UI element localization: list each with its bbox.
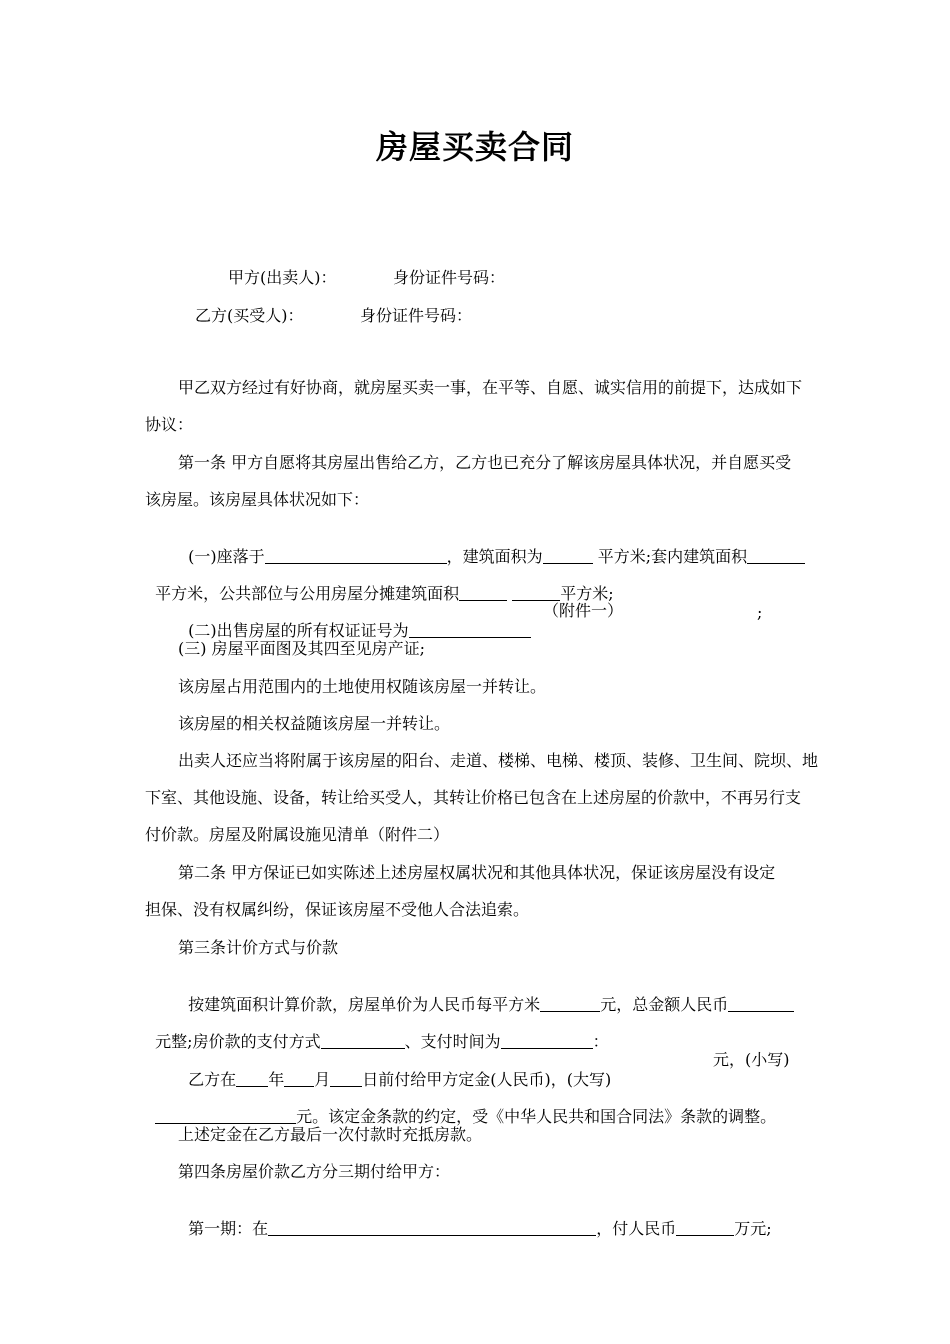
deposit-lowercase-blank (155, 1107, 296, 1124)
party-b-label: 乙方(买受人)： (195, 306, 304, 325)
location-blank (265, 547, 447, 564)
unit-price-label: 按建筑面积计算价款，房屋单价为人民币每平方米 (188, 995, 541, 1014)
intro-line-2: 协议： (145, 415, 194, 434)
deposit-day-blank (330, 1070, 362, 1087)
total-amount-blank (728, 995, 794, 1012)
deposit-offset-line: 上述定金在乙方最后一次付款时充抵房款。 (178, 1125, 483, 1144)
attachments-line-1: 出卖人还应当将附属于该房屋的阳台、走道、楼梯、电梯、楼顶、装修、卫生间、院坝、地 (178, 751, 819, 770)
installment-1-amount-blank (676, 1219, 734, 1236)
month-label: 月 (314, 1070, 331, 1089)
party-a-label: 甲方(出卖人)： (228, 268, 337, 287)
area-blank (543, 547, 593, 564)
inner-area-blank (747, 547, 805, 564)
shared-area-blank-2 (512, 584, 560, 601)
item-2-line (178, 601, 531, 641)
deposit-line-2 (145, 1087, 776, 1127)
payment-method-label: 元整;房价款的支付方式 (155, 1032, 321, 1051)
price-line-colon: ： (592, 1032, 609, 1051)
attachments-line-2: 下室、其他设施、设备，转让给买受人，其转让价格已包含在上述房屋的价款中，不再另行支 (145, 788, 802, 807)
item-2-semicolon: ; (757, 603, 763, 622)
installment-1-label: 第一期：在 (188, 1219, 269, 1238)
article-3-price-line-1 (178, 975, 794, 1015)
intro-line-1: 甲乙双方经过有好协商，就房屋买卖一事，在平等、自愿、诚实信用的前提下，达成如下 (178, 378, 803, 397)
article-2-line-2: 担保、没有权属纠纷，保证该房屋不受他人合法追索。 (145, 900, 530, 919)
attachment-1-label: （附件一） (543, 601, 624, 620)
item-1-area-label: ，建筑面积为 (446, 547, 543, 566)
installment-1-amount-label: ，付人民币 (596, 1219, 677, 1238)
installment-1-date-blank (268, 1219, 596, 1236)
year-label: 年 (268, 1070, 285, 1089)
article-2-line-1: 第二条 甲方保证已如实陈述上述房屋权属状况和其他具体状况，保证该房屋没有设定 (178, 863, 776, 882)
payment-time-blank (501, 1032, 593, 1049)
item-1-line-1 (178, 527, 805, 567)
item-1-line-2 (145, 564, 614, 604)
attachments-line-3: 付价款。房屋及附属设施见清单（附件二） (145, 825, 450, 844)
article-4-installment-1 (178, 1199, 772, 1239)
deposit-amount-label: 日前付给甲方定金(人民币)，(大写) (362, 1070, 612, 1089)
article-3-heading: 第三条计价方式与价款 (178, 938, 339, 957)
item-1-location-label: (一)座落于 (188, 547, 265, 566)
party-b-id-label: 身份证件号码： (360, 306, 473, 325)
payment-time-label: 、支付时间为 (404, 1032, 501, 1051)
deposit-lowercase-label: 元，(小写) (713, 1050, 790, 1069)
item-1-unit: 平方米; (560, 584, 614, 603)
deposit-clause-text: 元。该定金条款的约定，受《中华人民共和国合同法》条款的调整。 (296, 1107, 777, 1126)
deposit-line-1 (178, 1050, 611, 1090)
item-3-line: (三) 房屋平面图及其四至见房产证; (178, 639, 425, 658)
rights-line: 该房屋的相关权益随该房屋一并转让。 (178, 714, 451, 733)
land-use-line: 该房屋占用范围内的土地使用权随该房屋一并转让。 (178, 677, 547, 696)
shared-area-blank-1 (459, 584, 507, 601)
item-1-shared-area-label: 平方米，公共部位与公用房屋分摊建筑面积 (155, 584, 460, 603)
unit-price-blank (540, 995, 600, 1012)
article-1-line-2: 该房屋。该房屋具体状况如下： (145, 490, 370, 509)
payment-method-blank (321, 1032, 405, 1049)
item-2-cert-label: (二)出售房屋的所有权证证号为 (188, 621, 409, 640)
deposit-month-blank (284, 1070, 314, 1087)
article-1-line-1: 第一条 甲方自愿将其房屋出售给乙方，乙方也已充分了解该房屋具体状况，并自愿买受 (178, 453, 792, 472)
installment-1-unit: 万元; (734, 1219, 772, 1238)
deposit-prefix: 乙方在 (188, 1070, 237, 1089)
party-a-id-label: 身份证件号码： (393, 268, 506, 287)
item-1-inner-area-label: 平方米;套内建筑面积 (592, 547, 748, 566)
article-4-heading: 第四条房屋价款乙方分三期付给甲方： (178, 1162, 451, 1181)
deposit-year-blank (236, 1070, 268, 1087)
total-amount-label: 元，总金额人民币 (600, 995, 729, 1014)
certificate-number-blank (409, 621, 531, 638)
document-title: 房屋买卖合同 (375, 128, 574, 166)
article-3-price-line-2 (145, 1012, 609, 1052)
